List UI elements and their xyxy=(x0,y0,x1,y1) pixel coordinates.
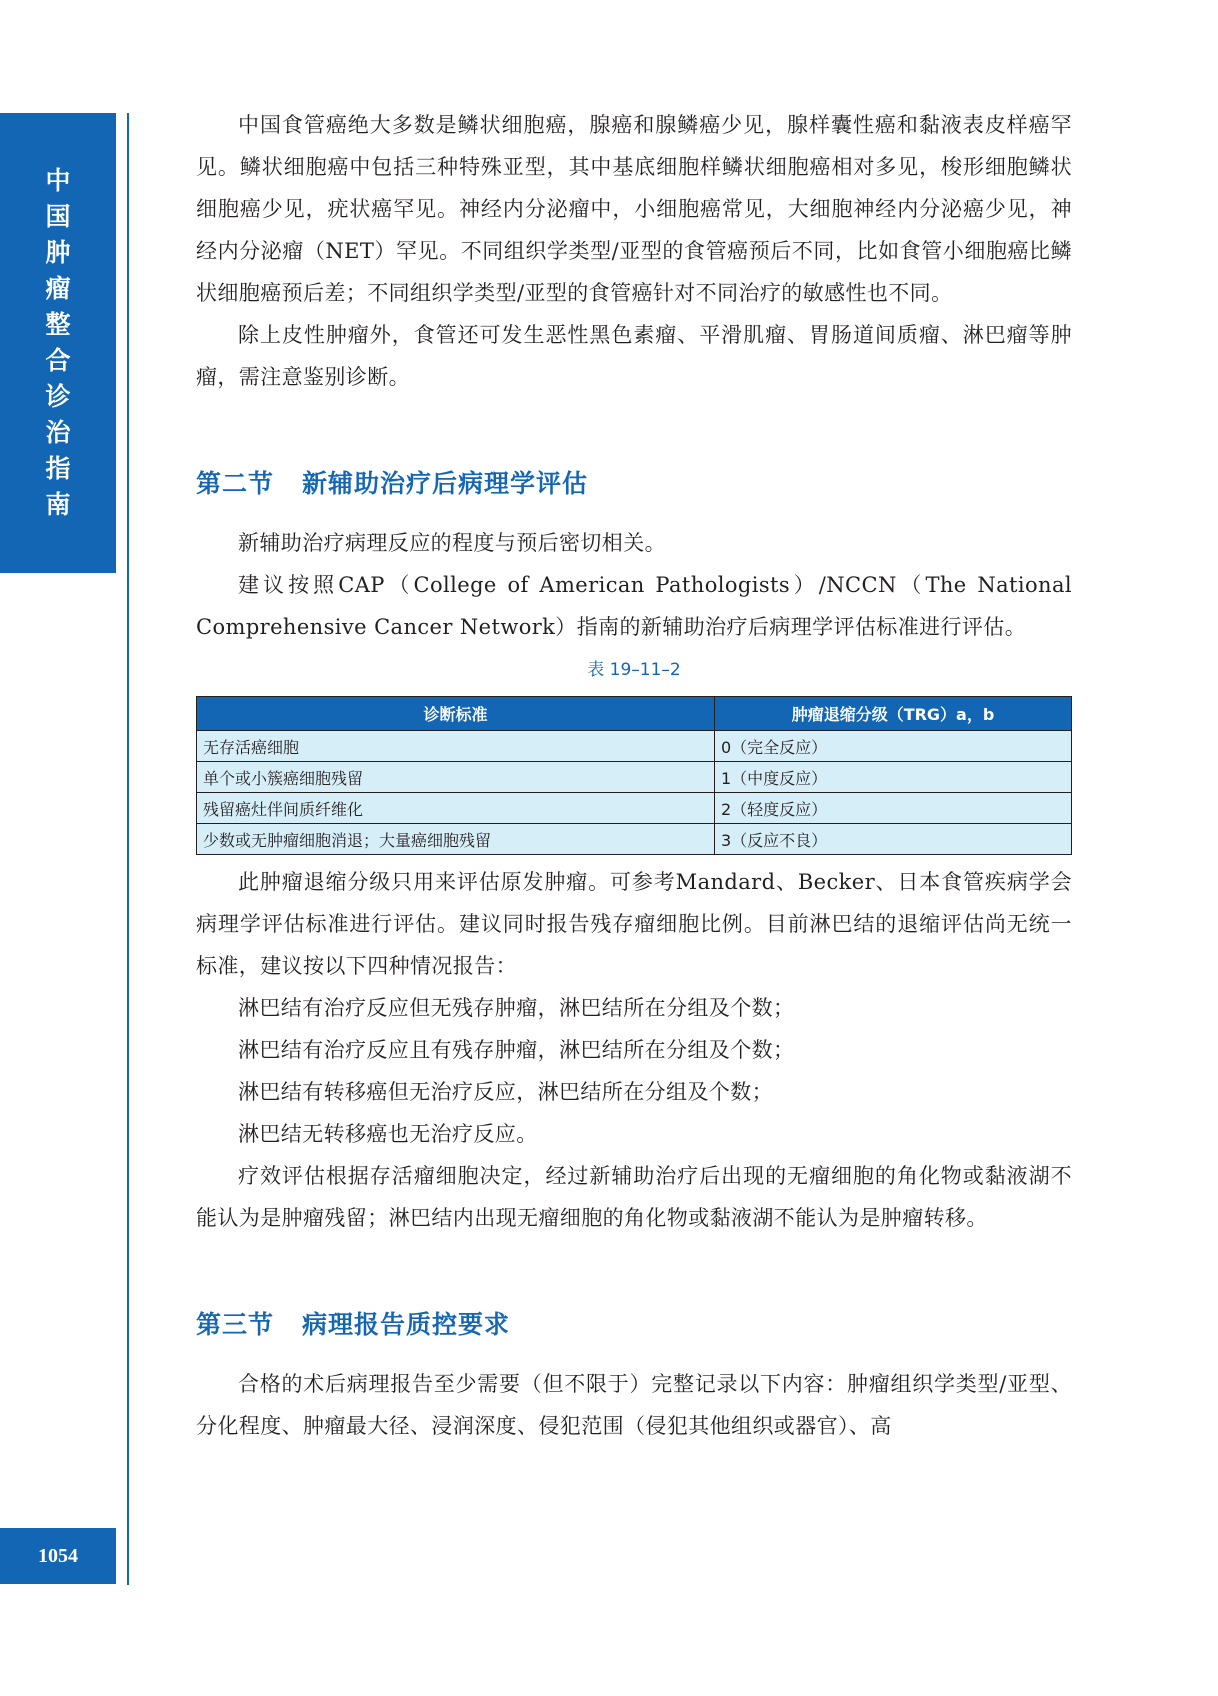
book-title-char: 合 xyxy=(45,346,71,375)
list-item: 淋巴结有治疗反应但无残存肿瘤，淋巴结所在分组及个数； xyxy=(238,996,795,1020)
book-title-char: 瘤 xyxy=(45,274,71,303)
book-title-char: 中 xyxy=(45,166,71,195)
book-title-char: 指 xyxy=(45,454,71,483)
table-cell: 1（中度反应） xyxy=(715,762,1072,793)
paragraph: 建议按照CAP（College of American Pathologists）/NCCN（The National Comprehensive Cancer Network）指南的新辅助治疗后病理学评估标准进行评估。 xyxy=(196,573,1072,639)
table-row xyxy=(197,824,1072,855)
table-header-row xyxy=(197,697,1072,731)
paragraph: 合格的术后病理报告至少需要（但不限于）完整记录以下内容：肿瘤组织学类型/亚型、分化程度、肿瘤最大径、浸润深度、侵犯范围（侵犯其他组织或器官）、高 xyxy=(196,1372,1072,1438)
table-cell: 少数或无肿瘤细胞消退；大量癌细胞残留 xyxy=(197,824,715,855)
book-title-char: 南 xyxy=(45,490,71,519)
table-header: 诊断标准 xyxy=(197,697,715,731)
book-title-char: 肿 xyxy=(45,238,71,267)
section-number: 第三节 xyxy=(196,1310,275,1339)
paragraph: 疗效评估根据存活瘤细胞决定，经过新辅助治疗后出现的无瘤细胞的角化物或黏液湖不能认为是肿瘤残留；淋巴结内出现无瘤细胞的角化物或黏液湖不能认为是肿瘤转移。 xyxy=(196,1164,1072,1230)
section-title: 新辅助治疗后病理学评估 xyxy=(302,469,589,498)
margin-rule xyxy=(127,113,129,1585)
list-item: 淋巴结有转移癌但无治疗反应，淋巴结所在分组及个数； xyxy=(238,1080,773,1104)
section-heading xyxy=(196,1305,1072,1345)
list-item: 淋巴结有治疗反应且有残存肿瘤，淋巴结所在分组及个数； xyxy=(238,1038,795,1062)
paragraph: 中国食管癌绝大多数是鳞状细胞癌，腺癌和腺鳞癌少见，腺样囊性癌和黏液表皮样癌罕见。鳞状细胞癌中包括三种特殊亚型，其中基底细胞样鳞状细胞癌相对多见，梭形细胞鳞状细胞癌少见，疣状癌罕见。神经内分泌瘤中，小细胞癌常见，大细胞神经内分泌癌少见，神经内分泌瘤（NET）罕见。不同组织学类型/亚型的食管癌预后不同，比如食管小细胞癌比鳞状细胞癌预后差；不同组织学类型/亚型的食管癌针对不同治疗的敏感性也不同。 xyxy=(196,113,1072,305)
table-header: 肿瘤退缩分级（TRG）a，b xyxy=(715,697,1072,731)
table-row xyxy=(197,731,1072,762)
paragraph: 除上皮性肿瘤外，食管还可发生恶性黑色素瘤、平滑肌瘤、胃肠道间质瘤、淋巴瘤等肿瘤，需注意鉴别诊断。 xyxy=(196,323,1072,389)
section-title: 病理报告质控要求 xyxy=(302,1310,511,1339)
book-title-tab xyxy=(0,113,116,573)
page-number: 1054 xyxy=(0,1528,116,1584)
table-title: 表 19–11–2 xyxy=(587,660,681,680)
section-heading xyxy=(196,464,1072,504)
table-cell: 残留癌灶伴间质纤维化 xyxy=(197,793,715,824)
paragraph: 此肿瘤退缩分级只用来评估原发肿瘤。可参考Mandard、Becker、日本食管疾病学会病理学评估标准进行评估。建议同时报告残存瘤细胞比例。目前淋巴结的退缩评估尚无统一标准，建议按以下四种情况报告： xyxy=(196,870,1072,978)
table-cell: 无存活癌细胞 xyxy=(197,731,715,762)
section-number: 第二节 xyxy=(196,469,275,498)
table-cell: 0（完全反应） xyxy=(715,731,1072,762)
table-cell: 单个或小簇癌细胞残留 xyxy=(197,762,715,793)
book-title-char: 国 xyxy=(45,202,71,231)
table-row xyxy=(197,793,1072,824)
table-cell: 3（反应不良） xyxy=(715,824,1072,855)
paragraph: 新辅助治疗病理反应的程度与预后密切相关。 xyxy=(238,531,666,555)
list-item: 淋巴结无转移癌也无治疗反应。 xyxy=(238,1122,538,1146)
table-cell: 2（轻度反应） xyxy=(715,793,1072,824)
book-title-char: 整 xyxy=(45,310,71,339)
table-row xyxy=(197,762,1072,793)
page-content xyxy=(196,104,1072,1447)
book-title-char: 治 xyxy=(45,418,71,447)
book-title-char: 诊 xyxy=(45,382,71,411)
trg-table xyxy=(196,696,1072,855)
